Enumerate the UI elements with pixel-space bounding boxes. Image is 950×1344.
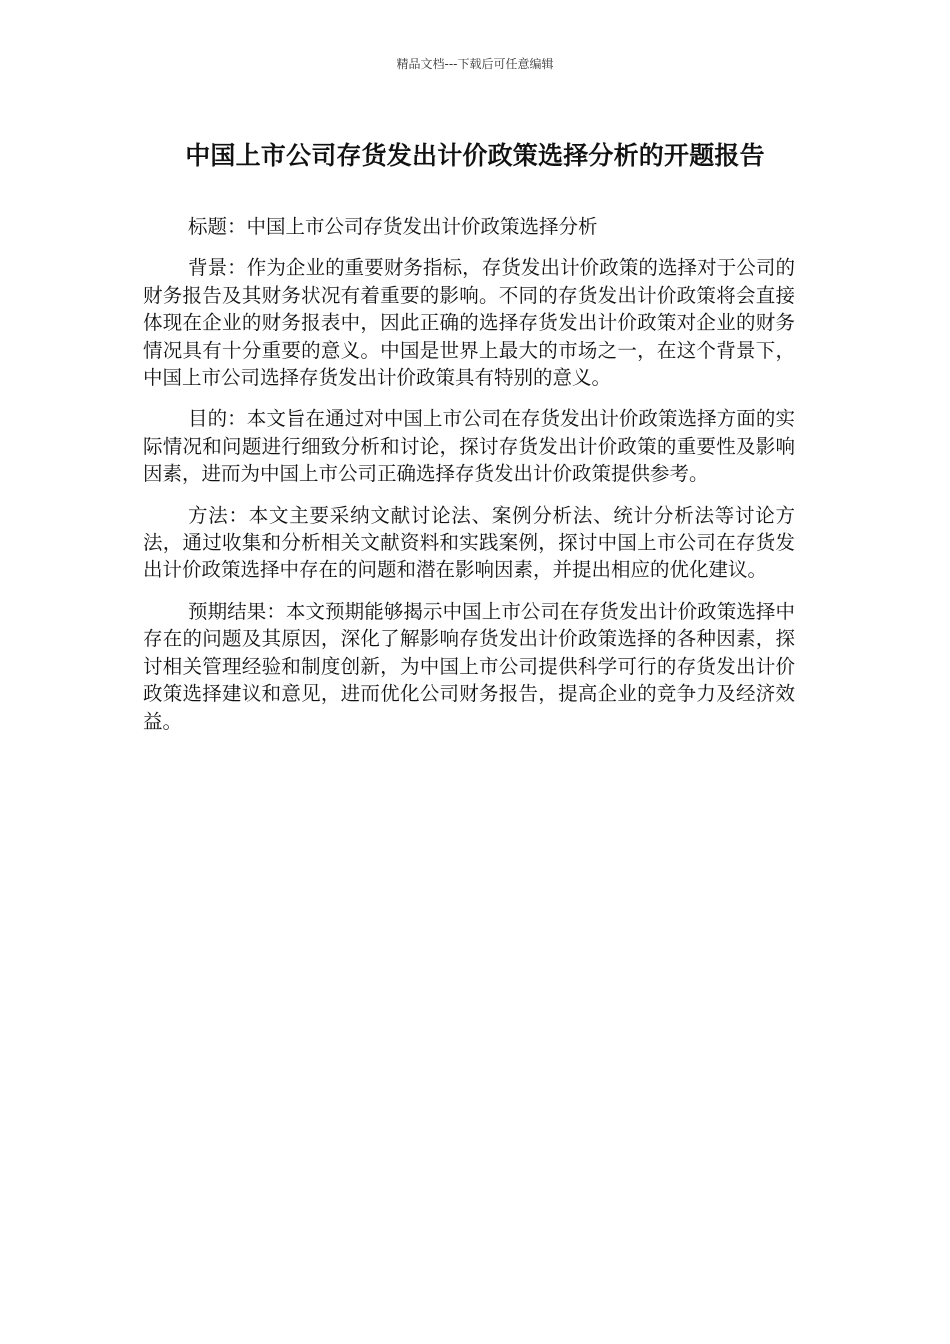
section-label: 目的： bbox=[188, 407, 247, 431]
section-text: 作为企业的重要财务指标，存货发出计价政策的选择对于公司的财务报告及其财务状况有着重要的影响。不同的存货发出计价政策将会直接体现在企业的财务报表中，因此正确的选择存货发出计价政策对企业的财务情况具有十分重要的意义。中国是世界上最大的市场之一，在这个背景下，中国上市公司选择存货发出计价政策具有特别的意义。 bbox=[143, 256, 795, 390]
document-body bbox=[143, 213, 795, 749]
section-label: 标题： bbox=[188, 215, 247, 238]
section-label: 背景： bbox=[188, 256, 247, 280]
section-text: 中国上市公司存货发出计价政策选择分析 bbox=[246, 215, 598, 238]
section-label: 方法： bbox=[188, 503, 249, 527]
section-text: 本文主要采纳文献讨论法、案例分析法、统计分析法等讨论方法，通过收集和分析相关文献资料和实践案例，探讨中国上市公司在存货发出计价政策选择中存在的问题和潜在影响因素，并提出相应的优化建议。 bbox=[143, 503, 795, 582]
section-label: 预期结果： bbox=[188, 599, 286, 623]
page-header-note: 精品文档---下载后可任意编辑 bbox=[396, 57, 554, 71]
section-expected-results-paragraph bbox=[143, 598, 795, 735]
section-text: 本文预期能够揭示中国上市公司在存货发出计价政策选择中存在的问题及其原因，深化了解影响存货发出计价政策选择的各种因素，探讨相关管理经验和制度创新，为中国上市公司提供科学可行的存货发出计价政策选择建议和意见，进而优化公司财务报告，提高企业的竞争力及经济效益。 bbox=[143, 599, 795, 733]
section-title-paragraph bbox=[143, 213, 795, 240]
section-text: 本文旨在通过对中国上市公司在存货发出计价政策选择方面的实际情况和问题进行细致分析和讨论，探讨存货发出计价政策的重要性及影响因素，进而为中国上市公司正确选择存货发出计价政策提供参考。 bbox=[143, 407, 795, 486]
section-method-paragraph bbox=[143, 502, 795, 584]
section-purpose-paragraph bbox=[143, 405, 795, 487]
document-title: 中国上市公司存货发出计价政策选择分析的开题报告 bbox=[185, 141, 765, 170]
section-background-paragraph bbox=[143, 254, 795, 391]
